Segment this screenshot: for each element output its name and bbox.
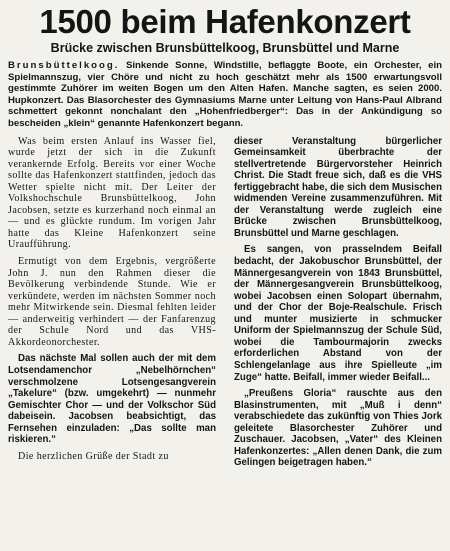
body-paragraph-bold: Das nächste Mal sollen auch der mit dem Lotsendamenchor „Nebelhörnchen“ verschmolzene Lotsengesangverein „Takelure“ (bzw. umgekehrt) — nunmehr Gemischter Chor — und der Volkschor Süd dabeisein. Jacobsen beabsichtigt, das Fernsehen einzuladen: „Das sollte man riskieren.“	[8, 353, 216, 446]
headline: 1500 beim Hafenkonzert	[39, 3, 411, 40]
body-paragraph-bold: Es sangen, von prasselndem Beifall bedacht, der Jakobuschor Brunsbüttel, der Männergesangverein von 1843 Brunsbüttel, der Männergesangverein Brunsbüttelkoog, wobei Jacobsen einen Solopart übernahm, und der Chor der Boje-Realschule. Frisch und munter musizierte in schmucker Uniform der Spielmannszug der Schule Süd, wobei die Tambourmajorin zwecks erforderlichen Abstand von der Schlengelanlage aus ihre Spielleute „im Zuge“ hatte. Beifall, immer wieder Beifall...	[234, 244, 442, 383]
lead-paragraph	[8, 60, 442, 130]
subheadline: Brücke zwischen Brunsbüttelkoog, Brunsbüttel und Marne	[50, 41, 400, 55]
body-paragraph-bold: „Preußens Gloria“ rauschte aus den Blasinstrumenten, mit „Muß i denn“ verabschiedete das zukünftig von Thies Jork geleitete Blasorchester Zuhörer und Zuschauer. Jacobsen, „Vater“ des Kleinen Hafenkonzertes: „Allen denen Dank, die zum Gelingen beigetragen haben.“	[234, 388, 442, 469]
body-paragraph-bold: dieser Veranstaltung bürgerlicher Gemeinsamkeit überbrachte der stellvertretende Bürgervorsteher Heinrich Christ. Die Stadt freue sich, daß es die VHS fertiggebracht habe, die sich dem Musischen widmenden Vereine zusammenzuführen. Mit der Veranstaltung werde zugleich eine Brücke zwischen Brunsbüttelkoog, Brunsbüttel und Marne geschlagen.	[234, 135, 442, 239]
lead-body: Sinkende Sonne, Windstille, beflaggte Boote, ein Orchester, ein Spielmannszug, vier Chöre und nicht zu hoch geschätzt mehr als 1500 erwartungsvoll gestimmte Zuhörer im weiten Bogen um den Alten Hafen. Manche sagten, es seien 2000. Hupkonzert. Das Blasorchester des Gymnasiums Marne unter Leitung von Hans-Paul Albrand schmettert gekonnt nonchalant den „Hohenfriedberger“: Das in der Ankündigung so bescheiden „klein“ genannte Hafenkonzert begann.	[8, 60, 442, 129]
body-paragraph: Was beim ersten Anlauf ins Wasser fiel, wurde jetzt der sich in die Zukunft verankernde Erfolg. Bereits vor einer Woche sollte das Hafenkonzert stattfinden, jedoch das Wetter spielte nicht mit. Der Leiter der Volkshochschule Brunsbüttelkoog, John Jacobsen, setzte es kurzerhand noch einmal an — und es glückte rundum. Im vorigen Jahr hatte das Kleine Hafenkonzert seine Uraufführung.	[8, 135, 216, 251]
right-column	[234, 136, 442, 469]
dateline: Brunsbüttelkoog.	[8, 60, 120, 71]
left-column	[8, 136, 216, 469]
article-body	[8, 136, 442, 469]
body-paragraph: Ermutigt von dem Ergebnis, vergrößerte John J. nun den Rahmen dieser die Bevölkerung verbindende Stunde. Wie er verkündete, werden im nächsten Sommer noch mehr Mitwirkende sein. Diesmal fehlten leider — anderweitig verhindert — der Fanfarenzug der Schule Nord und das VHS-Akkordeonorchester.	[8, 256, 216, 348]
body-paragraph: Die herzlichen Grüße der Stadt zu	[18, 450, 169, 462]
